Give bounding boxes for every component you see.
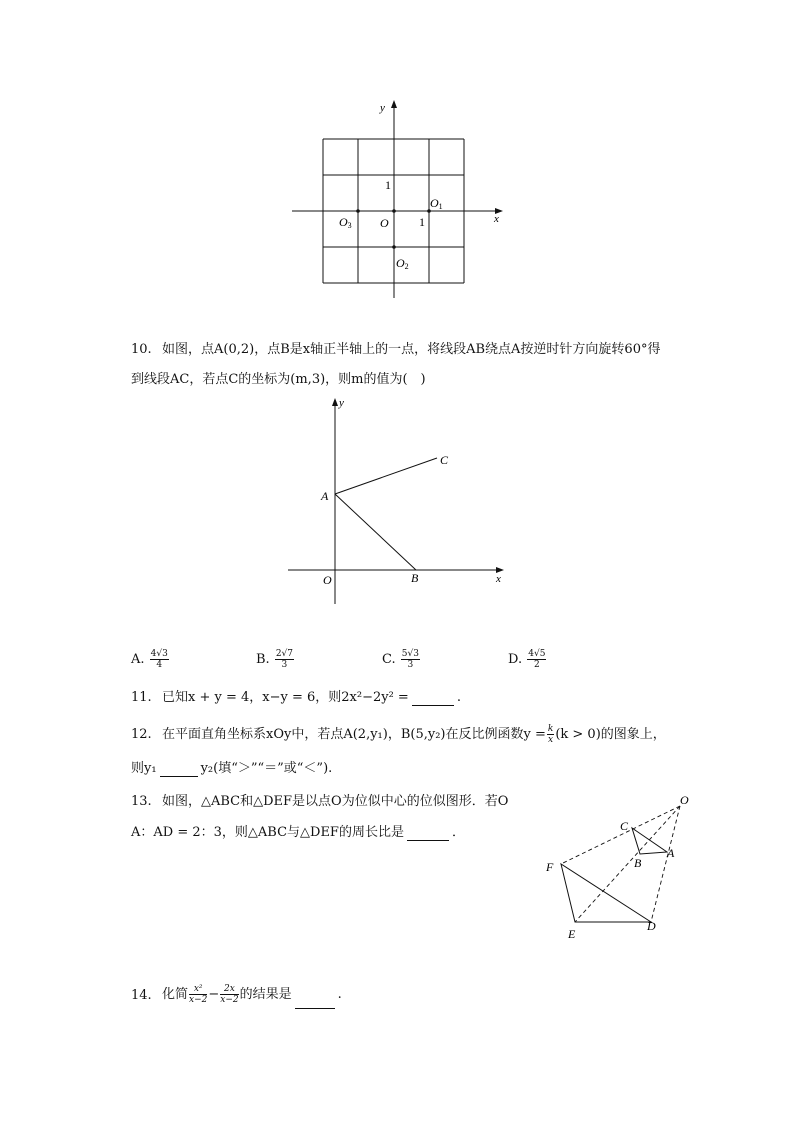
point-c-label-13: C: [620, 819, 629, 833]
q14-number: 14.: [131, 988, 152, 1003]
q14-end: .: [337, 987, 342, 1002]
point-a-label: A: [321, 489, 329, 503]
q10-number: 10.: [131, 342, 152, 357]
q12-text-d: y₂(填“＞”“＝”或“＜”).: [200, 761, 333, 776]
option-b-value: $\frac{2√7}{3}$: [275, 649, 294, 670]
q14-post: 的结果是: [239, 987, 292, 1002]
option-c-letter: C.: [382, 652, 396, 667]
option-c-value: $\frac{5√3}{3}$: [401, 649, 419, 670]
point-d-label: D: [647, 919, 656, 933]
o1-subscript: 1: [438, 202, 443, 211]
q11-number: 11.: [131, 690, 152, 705]
q14-answer-blank[interactable]: [295, 994, 335, 1009]
option-a-letter: A.: [131, 652, 145, 667]
q12-fraction: $\frac{k}{x}$: [547, 724, 554, 745]
q14-line: [162, 981, 342, 1009]
q11-text: 已知x + y = 4，x−y = 6，则2x²−2y² =: [162, 690, 409, 705]
point-o-label: O: [680, 793, 689, 807]
o1-label: O: [430, 196, 439, 210]
q14-pre: 化简: [162, 987, 189, 1002]
q14-fraction-2: $\frac{2x}{x-2}$: [220, 984, 239, 1005]
point-b-label-13: B: [634, 856, 642, 870]
point-e-label: E: [568, 927, 576, 941]
option-d-letter: D.: [508, 652, 523, 667]
q13-line1: 如图，△ABC和△DEF是以点O为位似中心的位似图形．若O: [162, 794, 509, 809]
q11-end: .: [456, 690, 461, 705]
q14-fraction-1: $\frac{\text{x²}}{x-2}$: [189, 984, 208, 1005]
origin-label-10: O: [323, 573, 332, 587]
q14-minus: −: [208, 987, 220, 1002]
point-c-label: C: [440, 453, 449, 467]
x-axis-label: x: [494, 213, 499, 225]
o2-label: O: [396, 256, 405, 270]
point-f-label: F: [546, 860, 554, 874]
q12-text-c: 则y₁: [131, 761, 157, 776]
q13-end: ．: [451, 825, 465, 840]
option-a-value: $\frac{4√3}{4}$: [150, 649, 168, 670]
q13-number: 13.: [131, 794, 152, 809]
q12-number: 12.: [131, 727, 152, 742]
o2-subscript: 2: [404, 262, 409, 271]
option-b-letter: B.: [256, 652, 270, 667]
point-a-label-13: A: [667, 846, 675, 860]
o3-label: O: [339, 215, 348, 229]
o3-subscript: 3: [347, 221, 352, 230]
y-axis-label: y: [380, 102, 385, 114]
fig10-x-label: x: [496, 573, 501, 585]
unit-label-y: 1: [385, 178, 391, 192]
q10-line2: 到线段AC，若点C的坐标为(m,3)，则m的值为( ): [131, 372, 426, 387]
fig10-y-label: y: [339, 397, 344, 409]
q13-text: A：AD = 2：3，则△ABC与△DEF的周长比是: [131, 825, 404, 840]
q12-text-b: (k > 0)的图象上，: [555, 727, 666, 742]
origin-label: O: [380, 216, 389, 230]
q10-line1: 如图，点A(0,2)，点B是x轴正半轴上的一点，将线段AB绕点A按逆时针方向旋转60°得: [162, 342, 661, 357]
point-b-label: B: [411, 571, 419, 585]
q12-text-a: 在平面直角坐标系xOy中，若点A(2,y₁)，B(5,y₂)在反比例函数y =: [162, 727, 546, 742]
unit-label-x: 1: [419, 215, 425, 229]
option-d-value: $\frac{4√5}{2}$: [528, 649, 546, 670]
